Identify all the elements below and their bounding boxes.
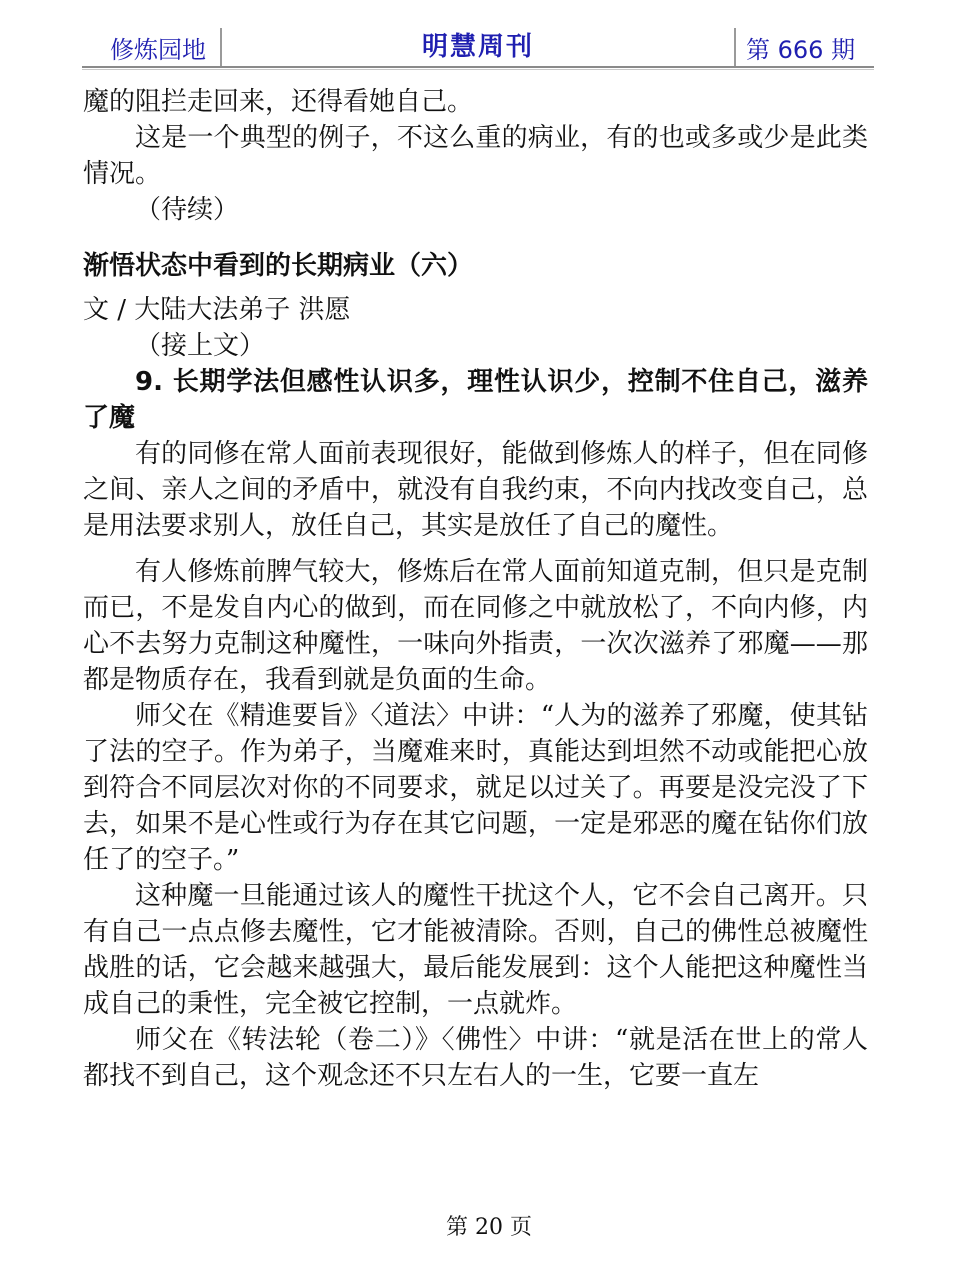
paragraph: 魔的阻拦走回来，还得看她自己。 <box>83 87 474 117</box>
issue-number: 第 666 期 <box>746 36 856 64</box>
publication-title: 明慧周刊 <box>421 32 534 62</box>
header-divider-right <box>734 28 736 66</box>
page-header <box>82 26 874 68</box>
paragraph: 师父在《转法轮（卷二）》〈佛性〉中讲：“就是活在世上的常人都找不到自己，这个观念还不只左右人的一生，它要一直左 <box>83 1025 868 1091</box>
to-be-continued: （待续） <box>135 195 240 225</box>
article-body <box>83 84 868 1094</box>
paragraph: 师父在《精進要旨》〈道法〉中讲：“人为的滋养了邪魔，使其钻了法的空子。作为弟子，当魔难来时，真能达到坦然不动或能把心放到符合不同层次对你的不同要求，就足以过关了。再要是没完没了下去，如果不是心性或行为存在其它问题，一定是邪恶的魔在钻你们放任了的空子。” <box>83 701 868 875</box>
section-heading: 9. 长期学法但感性认识多，理性认识少，控制不住自己，滋养了魔 <box>83 367 868 433</box>
page-number: 第 20 页 <box>446 1215 532 1240</box>
paragraph: 这种魔一旦能通过该人的魔性干扰这个人，它不会自己离开。只有自己一点点修去魔性，它才能被清除。否则，自己的佛性总被魔性战胜的话，它会越来越强大，最后能发展到：这个人能把这种魔性当成自己的秉性，完全被它控制，一点就炸。 <box>83 881 868 1019</box>
header-rule-shadow <box>82 69 874 70</box>
continued-note: （接上文） <box>135 331 266 361</box>
byline: 文 / 大陆大法弟子 洪愿 <box>83 295 351 325</box>
paragraph: 有人修炼前脾气较大，修炼后在常人面前知道克制，但只是克制而已，不是发自内心的做到，而在同修之中就放松了，不向内修，内心不去努力克制这种魔性，一味向外指责，一次次滋养了邪魔——那都是物质存在，我看到就是负面的生命。 <box>83 557 868 695</box>
header-rule <box>82 66 874 68</box>
article-title: 渐悟状态中看到的长期病业（六） <box>83 251 474 281</box>
section-label: 修炼园地 <box>110 36 206 64</box>
paragraph: 有的同修在常人面前表现很好，能做到修炼人的样子，但在同修之间、亲人之间的矛盾中，就没有自我约束，不向内找改变自己，总是用法要求别人，放任自己，其实是放任了自己的魔性。 <box>83 439 868 541</box>
paragraph: 这是一个典型的例子，不这么重的病业，有的也或多或少是此类情况。 <box>83 123 868 189</box>
